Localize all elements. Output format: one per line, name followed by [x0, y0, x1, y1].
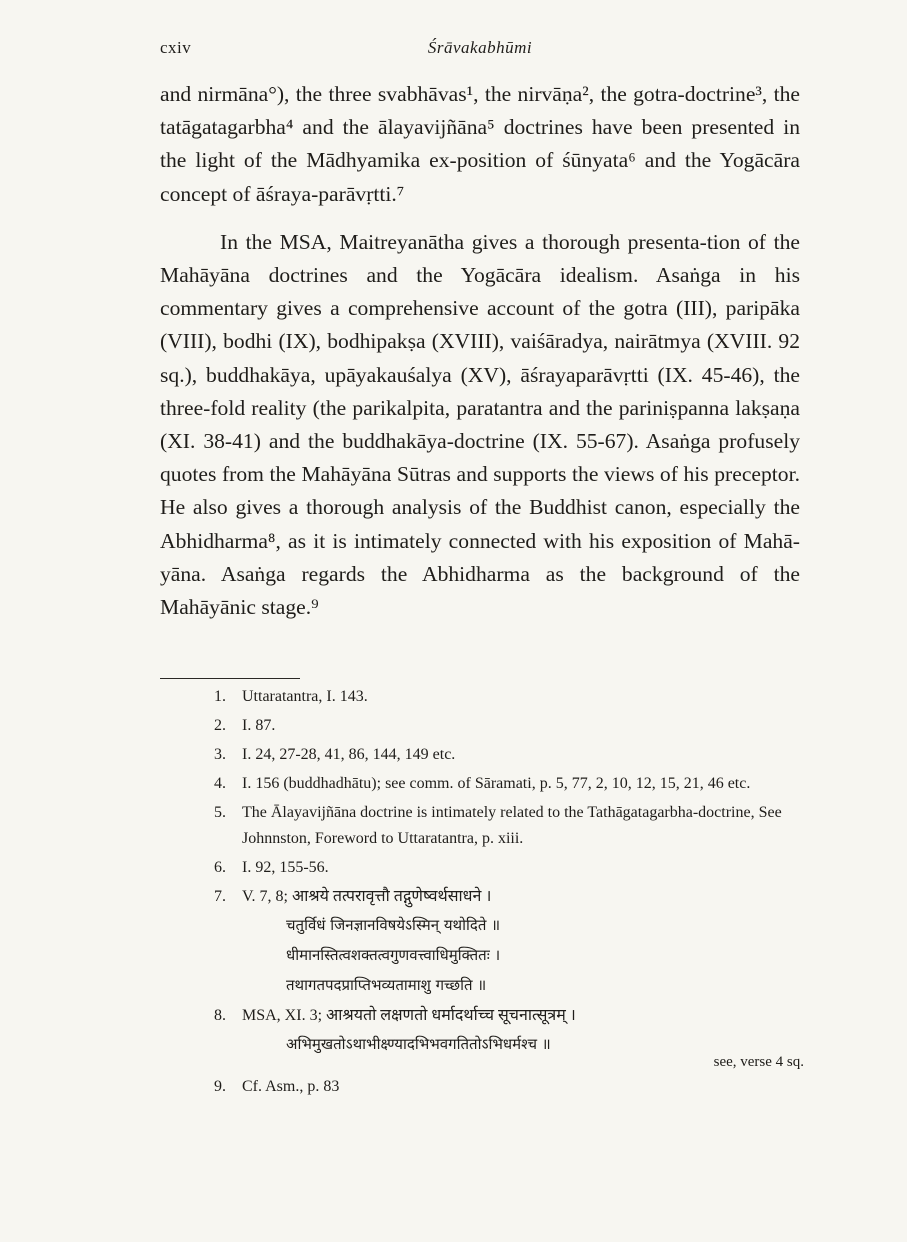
footnote-text: Cf. Asm., p. 83	[242, 1078, 340, 1095]
verse-8-line-1: अभिमुखतोऽथाभीक्ष्ण्यादभिभवगतितोऽभिधर्मश्च ॥	[286, 1035, 551, 1053]
footnote-text: I. 87.	[242, 717, 276, 734]
paragraph-2: In the MSA, Maitreyanātha gives a thorough presenta-tion of the Mahāyāna doctrines and the Yogācāra idealism. Asaṅga in his commentary gives a comprehensive account of the gotra (III), paripāka (VIII), bodhi (IX), bodhipakṣa (XVIII), vaiśāradya, nairātmya (XVIII. 92 sq.), buddhakāya, upāyakauśalya (XV), āśrayaparāvṛtti (IX. 45-46), the three-fold reality (the parikalpita, paratantra and the pariniṣpanna lakṣaṇa (XI. 38-41) and the buddhakāya-doctrine (IX. 55-67). Asaṅga profusely quotes from the Mahāyāna Sūtras and supports the views of his preceptor. He also gives a thorough analysis of the Buddhist canon, especially the Abhidharma⁸, as it is intimately connected with his exposition of Mahā-yāna. Asaṅga regards the Abhidharma as the background of the Mahāyānic stage.⁹	[160, 229, 800, 620]
footnote-text: V. 7, 8; आश्रये तत्परावृत्तौ तद्गुणेष्वर्थसाधने ।	[242, 888, 492, 905]
footnote-text: I. 24, 27-28, 41, 86, 144, 149 etc.	[242, 746, 456, 763]
footnote-text: I. 92, 155-56.	[242, 859, 329, 876]
footnotes	[196, 684, 806, 1100]
footnote-2	[196, 713, 806, 739]
footnote-text: The Ālayavijñāna doctrine is intimately related to the Tathāgatagarbha-doctrine, See Johnnston, Foreword to Uttaratantra, p. xiii.	[242, 804, 782, 847]
footnote-number: 3.	[214, 746, 226, 763]
footnote-text: Uttaratantra, I. 143.	[242, 688, 368, 705]
footnote-number: 4.	[214, 775, 226, 792]
footnote-1	[196, 684, 806, 710]
see-note: see, verse 4 sq.	[713, 1054, 804, 1070]
footnote-3	[196, 742, 806, 768]
page-number: cxiv	[160, 38, 192, 57]
footnote-number: 7.	[214, 888, 226, 905]
footnote-9	[196, 1074, 806, 1100]
paragraph-1: and nirmāna°), the three svabhāvas¹, the nirvāṇa², the gotra-doctrine³, the tatāgatagarbha⁴ and the ālayavijñāna⁵ doctrines have been presented in the light of the Mādhyamika ex-position of śūnyata⁶ and the Yogācāra concept of āśraya-parāvṛtti.⁷	[160, 82, 800, 206]
footnote-number: 9.	[214, 1078, 226, 1095]
footnote-text: MSA, XI. 3; आश्रयतो लक्षणतो धर्मादर्थाच्च सूचनात्सूत्रम् ।	[242, 1007, 576, 1024]
footnote-number: 5.	[214, 804, 226, 821]
page-header	[160, 38, 800, 68]
footnote-number: 6.	[214, 859, 226, 876]
footnote-text: I. 156 (buddhadhātu); see comm. of Sāramati, p. 5, 77, 2, 10, 12, 15, 21, 46 etc.	[242, 775, 751, 792]
verse-7-line-1: चतुर्विधं जिनज्ञानविषयेऽस्मिन् यथोदिते ॥	[286, 916, 501, 934]
footnote-7	[196, 884, 806, 910]
footnote-rule	[160, 678, 300, 679]
verse-7-line-3: तथागतपदप्राप्तिभव्यतामाशु गच्छति ॥	[286, 976, 487, 994]
footnote-5	[196, 800, 806, 852]
running-title: Śrāvakabhūmi	[427, 38, 533, 57]
footnote-4	[196, 771, 806, 797]
footnote-number: 1.	[214, 688, 226, 705]
footnote-number: 8.	[214, 1007, 226, 1024]
footnote-number: 2.	[214, 717, 226, 734]
main-text	[160, 78, 800, 624]
verse-7-line-2: धीमानस्तित्वशक्तत्वगुणवत्त्वाधिमुक्तितः ।	[286, 946, 501, 964]
footnote-8	[196, 1003, 806, 1029]
footnote-6	[196, 855, 806, 881]
